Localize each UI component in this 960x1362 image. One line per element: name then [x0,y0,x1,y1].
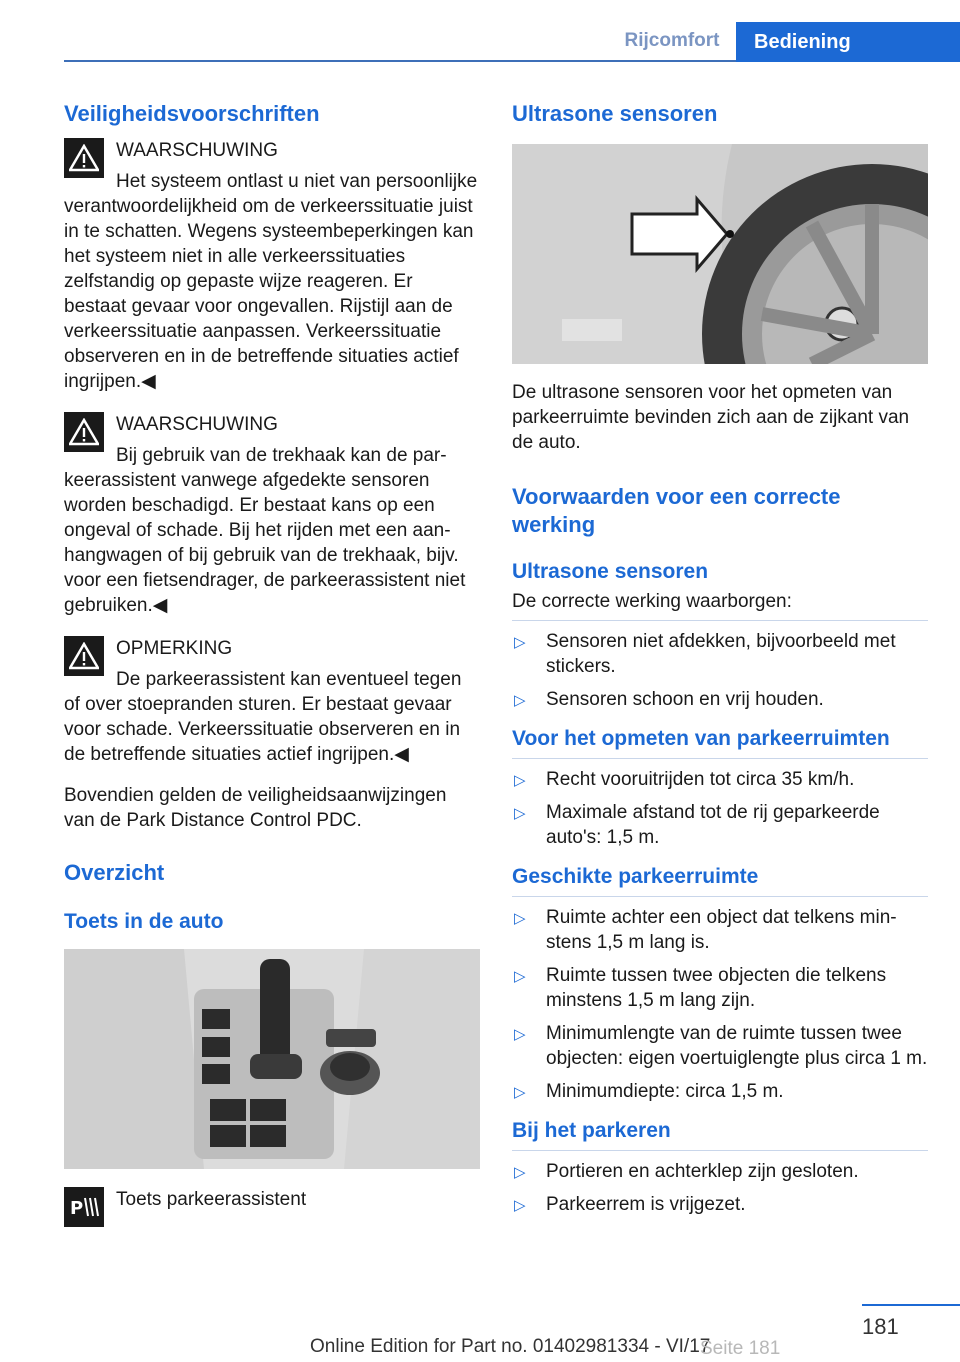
triangle-bullet-icon: ▷ [514,1026,526,1043]
list-item: ▷ Minimumlengte van de ruimte tussen twee objecten: eigen voertuiglengte plus circa 1 m. [514,1023,928,1069]
sensor-paragraph: De ultrasone sensoren voor het opmeten van parkeerruimte bevinden zich aan de zijkant van de auto. [512,382,910,453]
heading-ultrasonic-sensors: Ultrasone sensoren [512,101,718,126]
triangle-bullet-icon: ▷ [514,1164,526,1181]
list-item: ▷ Portieren en achterklep zijn gesloten. [512,1159,928,1184]
list-item: ▷ Sensoren niet afdekken, bijvoorbeeld met stickers. [514,631,896,677]
heading-safety: Veiligheidsvoorschriften [64,101,320,126]
list-item: ▷ Parkeerrem is vrijgezet. [512,1192,928,1217]
section-tab-rijcomfort[interactable]: Rijcomfort [624,30,720,51]
list-item: ▷ Maximale afstand tot de rij geparkeerde auto's: 1,5 m. [514,802,880,848]
parking-assistant-icon [64,1187,104,1227]
button-caption: Toets parkeerassistent [116,1189,307,1210]
triangle-bullet-icon: ▷ [514,634,526,651]
list-item: ▷ Recht vooruitrijden tot circa 35 km/h. [512,767,928,792]
list-item: ▷ Ruimte tussen twee objecten die telkens minstens 1,5 m lang zijn. [514,965,887,1011]
suitable-list [512,905,928,1104]
list-item: ▷ Minimumdiepte: circa 1,5 m. [512,1079,928,1104]
heading-conditions: Voorwaarden voor een correcte werking [512,484,841,537]
warning-triangle-icon [64,412,104,452]
warning-block-2 [64,412,480,618]
right-column [512,100,928,1225]
ensure-list [512,629,928,712]
warning-triangle-icon [64,138,104,178]
warning-block-1 [64,138,480,394]
button-caption-row [64,1183,480,1227]
list-item: ▷ Ruimte achter een object dat telkens minstens 1,5 m lang is. [514,907,897,953]
list-divider [512,758,928,759]
subheading-ultrasonic: Ultrasone sensoren [512,560,709,583]
warning-label: WAARSCHUWING [116,140,278,161]
triangle-bullet-icon: ▷ [514,692,526,709]
triangle-bullet-icon: ▷ [514,772,526,789]
parking-list [512,1159,928,1217]
triangle-bullet-icon: ▷ [514,910,526,927]
note-label: OPMERKING [116,638,233,659]
subheading-measure: Voor het opmeten van parkeerruimten [512,727,890,750]
left-column [64,100,480,1227]
triangle-bullet-icon: ▷ [514,805,526,822]
subheading-parking: Bij het parkeren [512,1119,671,1142]
triangle-bullet-icon: ▷ [514,968,526,985]
list-divider [512,1150,928,1151]
note-block [64,636,480,767]
list-divider [512,620,928,621]
note-triangle-icon [64,636,104,676]
triangle-bullet-icon: ▷ [514,1084,526,1101]
ensure-paragraph: De correcte werking waarborgen: [512,591,792,612]
console-photo [64,949,480,1169]
page-number: 181 [862,1314,899,1339]
list-item: ▷ Sensoren schoon en vrij houden. [512,687,928,712]
note-text: De parkeerassistent kan eventueel tegen of over stoepranden sturen. Er bestaat gevaar voor schade. Verkeerssituatie observeren en in de betreffende situaties actief ingrijpen.◀ [64,669,462,765]
list-divider [512,896,928,897]
heading-overview: Overzicht [64,860,165,885]
subheading-suitable: Geschikte parkeerruimte [512,865,759,888]
measure-list [512,767,928,850]
section-tab-bediening[interactable]: Bediening [736,22,960,62]
warning-text: Het systeem ontlast u niet van persoonlijke verantwoordelijkheid om de verkeerssituatie juist in te schatten. Wegens systeembeperkingen kan het systeem niet in alle verkeerssituaties zelfstandig op gepaste wijze reageren. Er bestaat gevaar voor ongevallen. Rijstijl aan de verkeerssituatie aanpassen. Verkeerssituatie observeren en in de betreffende situaties actief ingrijpen.◀ [64,171,478,392]
pdc-paragraph: Bovendien gelden de veiligheidsaanwijzingen van de Park Distance Control PDC. [64,785,447,831]
footer-rule [862,1304,960,1306]
svg-text:P: P [70,1198,84,1219]
heading-button-in-car: Toets in de auto [64,910,224,933]
edition-text: Online Edition for Part no. 01402981334 - VI/17 [310,1336,711,1357]
warning-text: Bij gebruik van de trekhaak kan de parkeerassistent vanwege afgedekte sensoren worden beschadigd. Er bestaat kans op een ongeval of schade. Bij het rijden met een aanhangwagen of bij gebruik van de trekhaak, bijv. voor een fietsendrager, de parkeerassistent niet gebruiken.◀ [64,445,466,616]
triangle-bullet-icon: ▷ [514,1197,526,1214]
sensor-photo [512,144,928,364]
watermark-text: Seite 181 [700,1338,781,1359]
warning-label: WAARSCHUWING [116,414,278,435]
